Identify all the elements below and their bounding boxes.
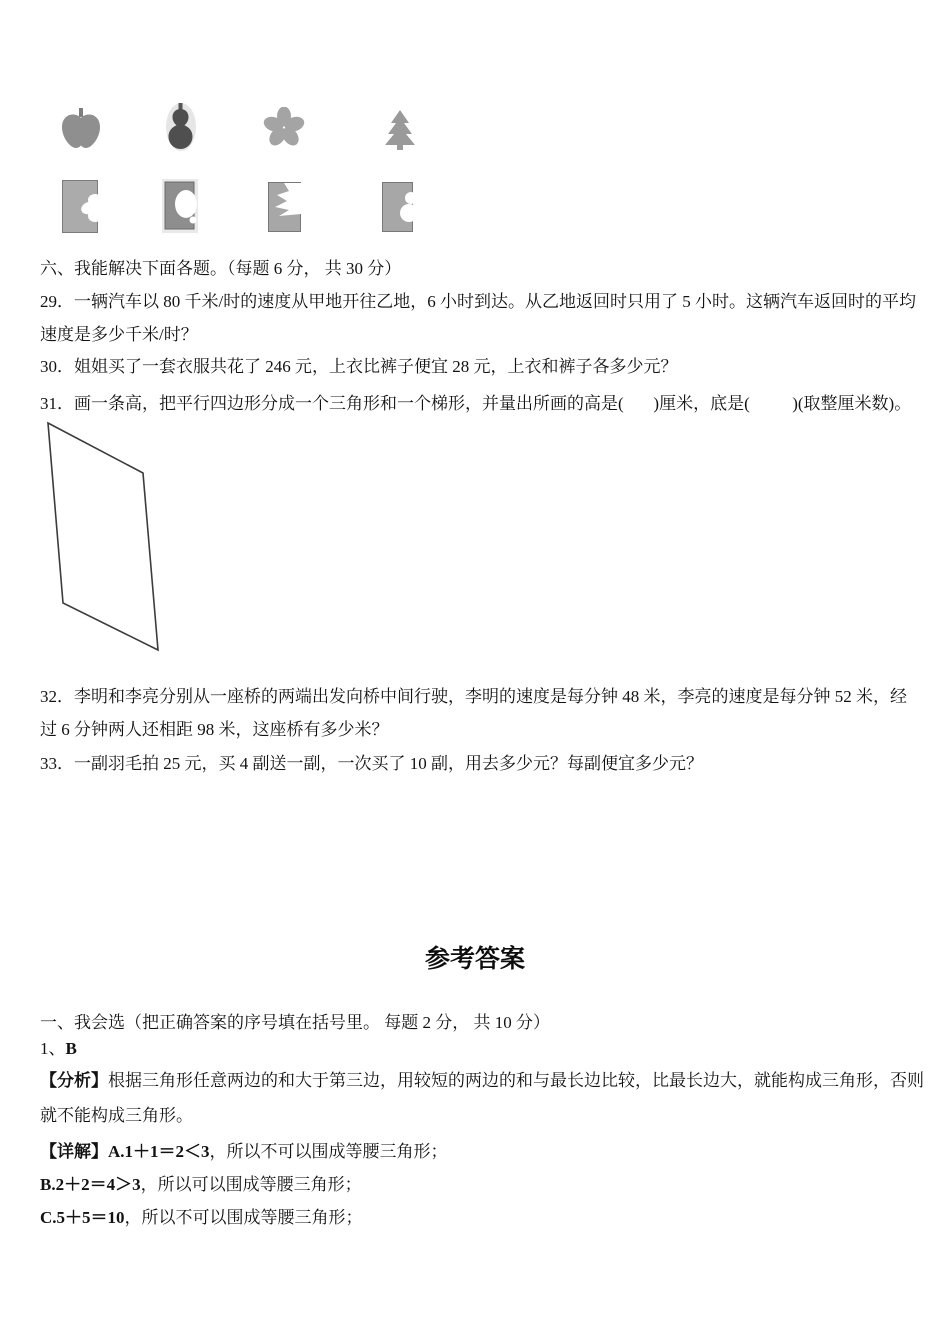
answers-title: 参考答案 [424, 945, 525, 973]
question-33: 33．一副羽毛拍 25 元，买 4 副送一副，一次买了 10 副，用去多少元？每副便宜多少元？ [40, 754, 703, 773]
gourd-shape-image [164, 102, 197, 152]
card-tree-cutout-image [268, 182, 301, 232]
detail-line-a [40, 1141, 448, 1162]
detail-b-text: ，所以可以围成等腰三角形； [140, 1175, 362, 1194]
question-30: 30．姐姐买了一套衣服共花了 246 元，上衣比裤子便宜 28 元，上衣和裤子各多少元？ [40, 357, 678, 376]
analysis-line1 [40, 1070, 924, 1091]
analysis-tag: 【分析】 [40, 1071, 108, 1090]
pine-tree-shape-image [382, 108, 418, 152]
parallelogram-figure [38, 413, 168, 658]
detail-a-expression: A.1＋1＝2＜3 [108, 1142, 210, 1161]
detail-c-expression: C.5＋5＝10 [40, 1208, 125, 1227]
question-31: 31．画一条高，把平行四边形分成一个三角形和一个梯形，并量出所画的高是( )厘米，底是( )(取整厘米数)。 [40, 394, 912, 413]
detail-line-c [40, 1207, 363, 1228]
answer-1-value: B [65, 1039, 77, 1058]
detail-tag: 【详解】 [40, 1142, 108, 1161]
question-32-line1: 32．李明和李亮分别从一座桥的两端出发向桥中间行驶，李明的速度是每分钟 48 米，李亮的速度是每分钟 52 米，经 [40, 687, 907, 706]
question-29-line2: 速度是多少千米/时？ [40, 325, 198, 344]
apple-shape-image [60, 107, 102, 150]
detail-c-text: ，所以不可以围成等腰三角形； [124, 1208, 363, 1227]
answers-section-one-heading: 一、我会选（把正确答案的序号填在括号里。 每题 2 分， 共 10 分） [40, 1013, 550, 1032]
answer-item-1 [40, 1038, 77, 1059]
analysis-text-line1: 根据三角形任意两边的和大于第三边，用较短的两边的和与最长边比较，比最长边大，就能构成三角形，否则 [108, 1071, 924, 1090]
question-32-line2: 过 6 分钟两人还相距 98 米，这座桥有多少米？ [40, 720, 389, 739]
flower-shape-image [262, 107, 306, 148]
card-gourd-cutout-image [382, 182, 413, 232]
question-29-line1: 29．一辆汽车以 80 千米/时的速度从甲地开往乙地，6 小时到达。从乙地返回时只用了 5 小时。这辆汽车返回时的平均 [40, 292, 916, 311]
detail-b-expression: B.2＋2＝4＞3 [40, 1175, 141, 1194]
detail-line-b [40, 1174, 362, 1195]
analysis-line2: 就不能构成三角形。 [40, 1106, 193, 1125]
detail-a-text: ，所以不可以围成等腰三角形； [209, 1142, 448, 1161]
answer-1-label: 1、 [40, 1039, 66, 1058]
card-flower-cutout-image [62, 180, 98, 233]
card-round-cutout-image [162, 179, 198, 233]
section-six-heading: 六、我能解决下面各题。（每题 6 分， 共 30 分） [40, 259, 402, 278]
